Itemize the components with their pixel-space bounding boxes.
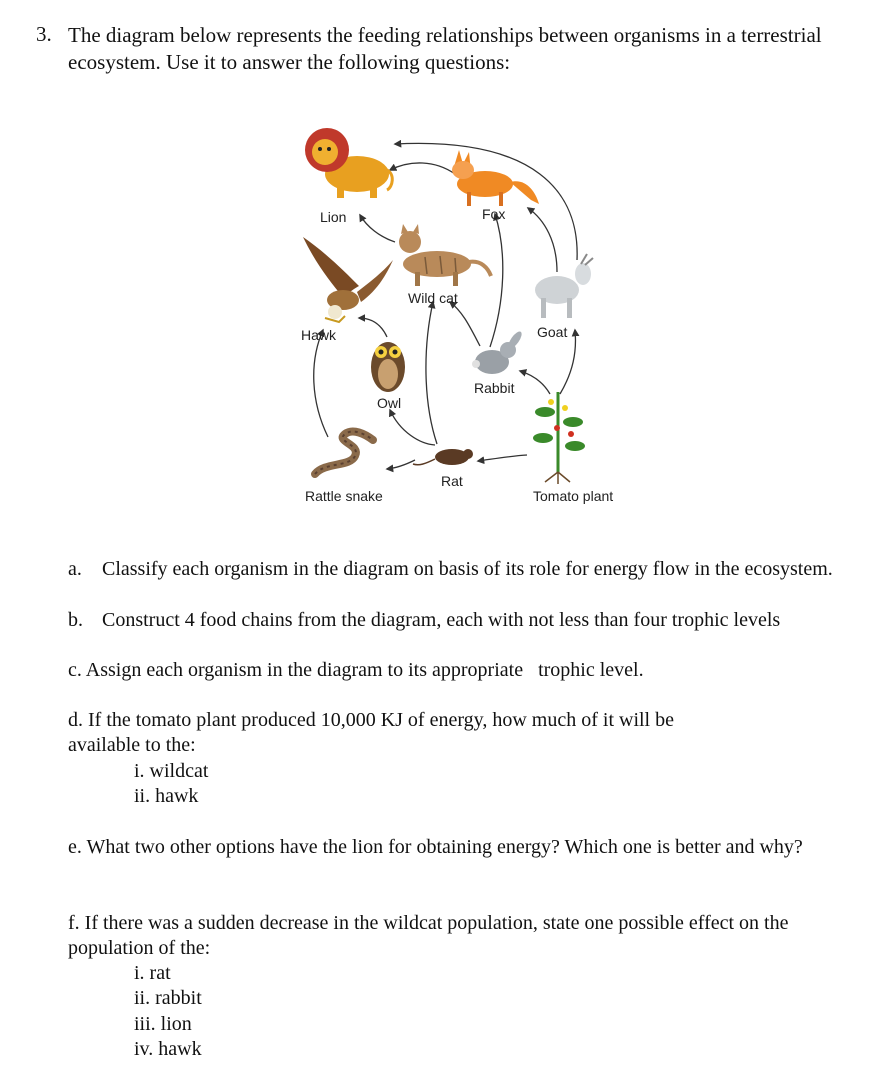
arrow-rat-owl (390, 410, 435, 445)
arrow-wildcat-lion (360, 215, 395, 242)
part-d-item-1: i. wildcat (134, 760, 209, 782)
wildcat-illustration (399, 224, 491, 286)
label-lion: Lion (320, 209, 347, 225)
question-intro: The diagram below represents the feeding relationships between organisms in a terrestrial ecosystem. Use it to answer the following questions: (68, 23, 822, 74)
part-b-marker: b. (68, 609, 83, 631)
rabbit-illustration (472, 330, 524, 374)
goat-illustration (535, 254, 593, 318)
arrow-goat-lion (395, 143, 577, 260)
part-f-item-1: i. rat (134, 962, 171, 984)
part-a (68, 557, 868, 607)
part-f-item-3: iii. lion (134, 1013, 192, 1035)
hawk-illustration (303, 237, 393, 322)
label-hawk: Hawk (301, 327, 337, 343)
label-wildcat: Wild cat (408, 290, 458, 306)
part-c-text: c. Assign each organism in the diagram to its appropriate trophic level. (68, 659, 644, 681)
part-d-text: d. If the tomato plant produced 10,000 KJ of energy, how much of it will be available to the: (68, 709, 674, 756)
part-b-text: Construct 4 food chains from the diagram, each with not less than four trophic levels (102, 609, 781, 631)
part-b (68, 608, 868, 633)
lion-illustration (305, 128, 392, 198)
rat-illustration (413, 449, 473, 465)
arrow-fox-lion (390, 163, 455, 174)
label-rabbit: Rabbit (474, 380, 515, 396)
arrow-snake-hawk (314, 330, 328, 437)
part-f-item-4: iv. hawk (134, 1038, 202, 1060)
arrow-owl-hawk (359, 318, 387, 337)
arrow-goat-fox (528, 208, 557, 272)
part-a-text: Classify each organism in the diagram on basis of its role for energy flow in the ecosystem. (102, 558, 833, 580)
arrow-rat-wildcat (426, 302, 437, 444)
tomato-plant-illustration (533, 392, 585, 484)
label-owl: Owl (377, 395, 402, 411)
label-fox: Fox (482, 206, 506, 222)
arrow-rabbit-wildcat (450, 302, 480, 346)
owl-illustration (371, 342, 405, 392)
part-f-item-2: ii. rabbit (134, 987, 202, 1009)
part-f-text: f. If there was a sudden decrease in the wildcat population, state one possible effect on the population of the: (68, 912, 789, 959)
label-goat: Goat (537, 324, 568, 340)
label-tomato-plant: Tomato plant (533, 488, 614, 504)
part-e-text: e. What two other options have the lion for obtaining energy? Which one is better and why? (68, 836, 803, 858)
arrow-tomato-rabbit (520, 371, 550, 394)
part-a-marker: a. (68, 558, 82, 580)
label-rat: Rat (441, 473, 463, 489)
label-rattle-snake: Rattle snake (305, 488, 383, 504)
question-number: 3. (36, 22, 52, 46)
arrow-rabbit-fox (490, 214, 503, 347)
arrow-rat-snake (387, 460, 415, 469)
snake-illustration (315, 432, 373, 474)
part-d-item-2: ii. hawk (134, 785, 199, 807)
food-web-diagram (295, 112, 635, 512)
fox-illustration (452, 150, 539, 206)
arrow-tomato-rat (478, 455, 527, 461)
